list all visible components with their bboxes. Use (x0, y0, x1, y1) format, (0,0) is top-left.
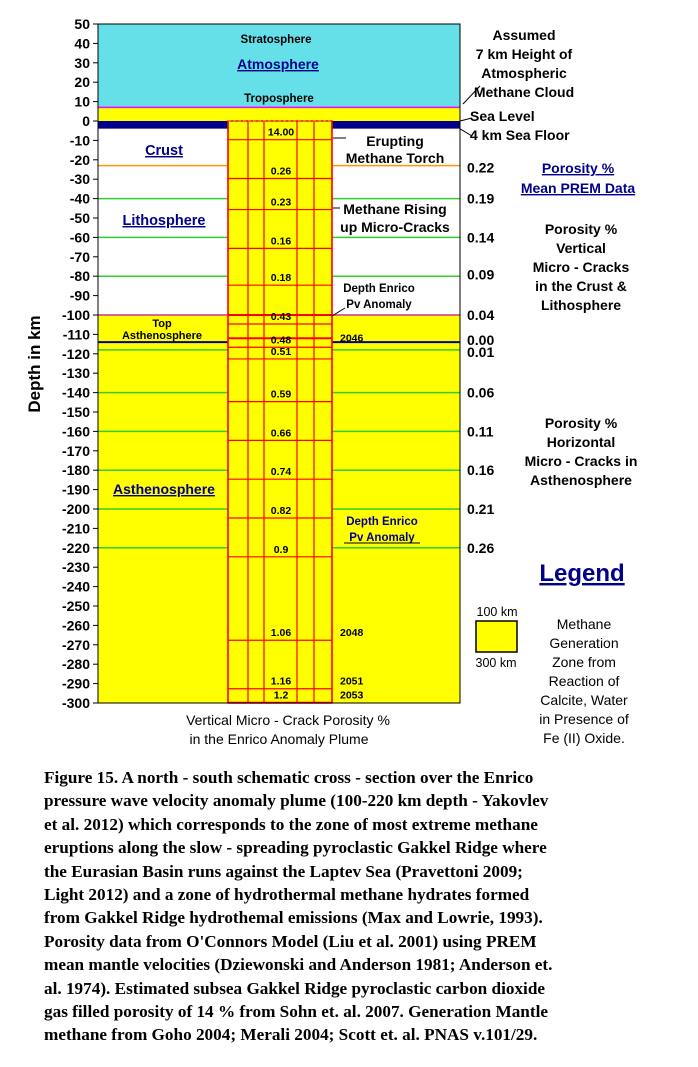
plume-porosity-label: 14.00 (267, 126, 295, 139)
y-tick-label: -110 (62, 326, 90, 343)
sea-floor-label: 4 km Sea Floor (470, 127, 570, 143)
porosity-horizontal-label: Porosity % (544, 415, 618, 431)
year-label: 2046 (340, 332, 364, 345)
caption-line: al. 1974). Estimated subsea Gakkel Ridge pyroclastic carbon dioxide (44, 978, 546, 998)
right-porosity-label: 0.06 (467, 384, 495, 401)
year-label: 2048 (340, 627, 364, 640)
asthenosphere-label: Asthenosphere (113, 481, 215, 497)
legend-text: Zone from (552, 654, 616, 670)
plume-porosity-label: 0.23 (270, 196, 292, 209)
y-tick-label: 20 (74, 74, 90, 91)
plume-porosity-label: 0.48 (270, 334, 292, 347)
y-axis-title: Depth in km (25, 315, 44, 413)
porosity-vertical-label: Micro - Cracks (532, 259, 630, 275)
right-porosity-label: 0.09 (467, 266, 495, 283)
y-tick-label: -220 (61, 539, 90, 556)
y-tick-label: -70 (69, 248, 90, 265)
porosity-horizontal-label: Micro - Cracks in (524, 453, 638, 469)
y-tick-label: 0 (82, 113, 90, 129)
caption-line: mean mantle velocities (Dziewonski and Anderson 1981; Anderson et. (44, 955, 553, 975)
legend-bottom-label: 300 km (475, 656, 517, 670)
legend-top-label: 100 km (476, 605, 518, 619)
y-tick-label: -240 (61, 578, 90, 595)
y-tick-label: -30 (69, 171, 90, 188)
caption-line: gas filled porosity of 14 % from Sohn et. al. 2007. Generation Mantle (44, 1002, 548, 1022)
right-porosity-label: 0.21 (467, 501, 495, 517)
top-asthenosphere-label: Asthenosphere (121, 330, 203, 342)
legend-swatch (476, 621, 517, 652)
troposphere-label: Troposphere (244, 93, 314, 105)
year-label: 2053 (340, 689, 364, 702)
y-tick-label: -190 (61, 481, 90, 498)
porosity-vertical-label: Vertical (556, 240, 606, 256)
legend-text: Methane (556, 616, 612, 632)
plume-porosity-label: 0.82 (270, 505, 292, 517)
caption-line: Porosity data from O'Connors Model (Liu et al. 2001) using PREM (44, 931, 537, 951)
torch-label: Methane Torch (345, 150, 445, 166)
y-tick-label: -10 (69, 132, 90, 149)
top-asthenosphere-label: Top (152, 318, 172, 330)
atmosphere-label: Atmosphere (237, 56, 319, 72)
torch-label: Erupting (366, 133, 424, 149)
y-tick-label: -130 (61, 365, 90, 382)
cloud-annotation: 7 km Height of (475, 46, 573, 62)
caption-line: eruptions along the slow - spreading pyroclastic Gakkel Ridge where (44, 838, 547, 858)
enrico-upper-label: Depth Enrico (343, 283, 415, 295)
porosity-horizontal-label: Horizontal (546, 434, 616, 450)
porosity-vertical-label: Lithosphere (540, 297, 622, 313)
plume-porosity-label: 0.51 (270, 345, 292, 358)
plume-porosity-label: 1.06 (270, 627, 292, 640)
right-porosity-label: 0.00 (467, 332, 495, 349)
y-tick-label: -150 (61, 404, 90, 420)
caption-line: Figure 15. A north - south schematic cross - section over the Enrico (44, 768, 534, 787)
plume-porosity-label: 0.16 (270, 235, 292, 248)
legend-text: Calcite, Water (540, 692, 628, 708)
legend-text: Reaction of (548, 673, 620, 689)
y-tick-label: -260 (61, 617, 90, 634)
y-tick-label: -20 (69, 151, 90, 168)
right-porosity-label: 0.19 (467, 190, 495, 207)
plume-porosity-label: 0.43 (270, 311, 292, 323)
right-porosity-label: 0.01 (467, 343, 495, 360)
cloud-annotation: Methane Cloud (473, 84, 575, 100)
y-tick-label: -210 (61, 520, 90, 537)
y-tick-label: -100 (61, 307, 90, 323)
plume-porosity-label: 0.26 (270, 165, 292, 178)
legend-text: in Presence of (539, 711, 629, 727)
plume-porosity-label: 0.18 (270, 272, 292, 285)
porosity-vertical-label: in the Crust & (535, 278, 627, 294)
y-tick-label: -170 (61, 442, 90, 459)
right-porosity-label: 0.26 (467, 539, 495, 556)
figure-caption (44, 766, 664, 1047)
plume-porosity-label: 0.66 (270, 427, 292, 440)
right-porosity-label: 0.11 (467, 423, 494, 440)
enrico-lower-label: Depth Enrico (346, 516, 418, 528)
y-tick-label: -60 (69, 229, 90, 246)
plume-porosity-label: 0.59 (270, 388, 292, 401)
y-tick-label: -280 (61, 656, 90, 673)
y-tick-label: -250 (61, 598, 90, 614)
right-porosity-label: 0.16 (467, 462, 495, 479)
rising-label: Methane Rising (343, 201, 447, 217)
layer-band (98, 107, 460, 121)
caption-line: methane from Goho 2004; Merali 2004; Scott et. al. PNAS v.101/29. (44, 1025, 538, 1045)
x-axis-label: in the Enrico Anomaly Plume (189, 731, 369, 747)
right-porosity-label: 0.22 (467, 159, 495, 176)
enrico-lower-label: Pv Anomaly (349, 532, 415, 544)
y-tick-label: 30 (74, 54, 90, 71)
legend-title: Legend (539, 560, 625, 587)
plume-porosity-label: 0.74 (270, 466, 292, 479)
y-tick-label: -290 (61, 675, 90, 692)
rising-label: up Micro-Cracks (340, 219, 450, 235)
porosity-prem-label: Porosity % (541, 160, 615, 176)
y-tick-label: -50 (69, 210, 90, 226)
legend-text: Fe (II) Oxide. (543, 730, 625, 746)
x-axis-label: Vertical Micro - Crack Porosity % (186, 712, 390, 728)
stratosphere-label: Stratosphere (240, 34, 312, 46)
y-tick-label: -160 (61, 423, 90, 440)
cloud-annotation: Assumed (492, 27, 556, 43)
crust-label: Crust (145, 143, 183, 159)
plume-porosity-label: 0.9 (273, 543, 289, 556)
caption-line: pressure wave velocity anomaly plume (100-220 km depth - Yakovlev (44, 791, 549, 811)
caption-line: the Eurasian Basin runs against the Laptev Sea (Pravettoni 2009; (44, 861, 523, 881)
caption-line: from Gakkel Ridge hydrothemal emissions (Max and Lowrie, 1993). (44, 908, 543, 928)
y-tick-label: -120 (61, 345, 90, 362)
y-tick-label: -270 (61, 636, 90, 653)
cloud-annotation: Atmospheric (481, 65, 567, 81)
y-tick-label: 40 (74, 35, 90, 52)
enrico-upper-label: Pv Anomaly (346, 299, 412, 311)
y-tick-label: 10 (74, 93, 90, 110)
caption-line: Light 2012) and a zone of hydrothermal methane hydrates formed (44, 885, 530, 905)
y-tick-label: -90 (69, 287, 90, 304)
y-tick-label: -230 (61, 559, 90, 576)
plume-porosity-label: 1.16 (270, 675, 292, 688)
y-tick-label: -80 (69, 268, 90, 285)
legend-text: Generation (549, 635, 619, 651)
lithosphere-label: Lithosphere (122, 213, 206, 229)
y-tick-label: -300 (61, 695, 90, 711)
y-tick-label: 50 (74, 16, 90, 32)
caption-line: et al. 2012) which corresponds to the zone of most extreme methane (44, 814, 538, 834)
porosity-vertical-label: Porosity % (544, 221, 618, 237)
y-tick-label: -140 (61, 384, 90, 401)
porosity-horizontal-label: Asthenosphere (530, 472, 632, 488)
y-tick-label: -180 (61, 462, 90, 479)
year-label: 2051 (340, 675, 364, 688)
right-porosity-label: 0.14 (467, 229, 495, 246)
y-tick-label: -200 (61, 501, 90, 517)
porosity-prem-label: Mean PREM Data (520, 180, 636, 196)
y-tick-label: -40 (69, 190, 90, 207)
plume-porosity-label: 1.2 (273, 689, 289, 702)
right-porosity-label: 0.04 (467, 307, 495, 323)
sea-level-label: Sea Level (470, 108, 535, 124)
